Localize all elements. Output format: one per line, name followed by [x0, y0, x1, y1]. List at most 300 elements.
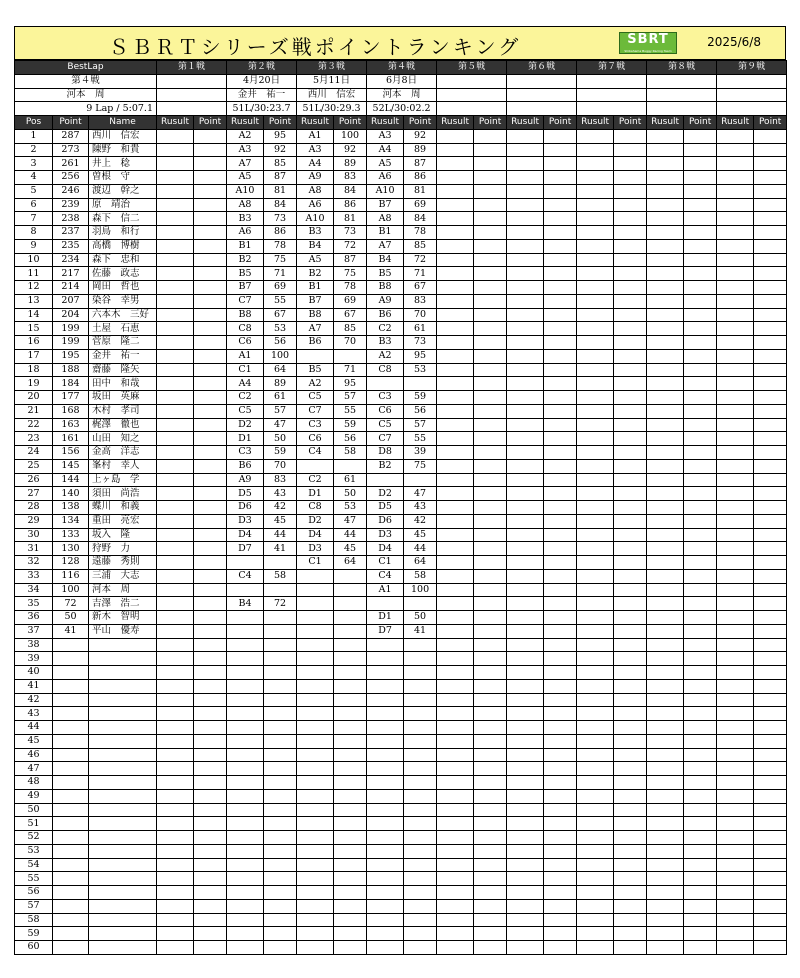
round-point-cell [474, 322, 507, 336]
round-point-cell [334, 349, 367, 363]
round-point-cell [684, 913, 717, 927]
result-cell [507, 913, 544, 927]
round-point-cell [264, 748, 297, 762]
pos-cell: 11 [15, 267, 53, 281]
name-cell: 染谷 幸男 [89, 294, 157, 308]
result-cell [577, 308, 614, 322]
result-cell [577, 583, 614, 597]
result-cell [717, 638, 754, 652]
round-point-cell [404, 707, 437, 721]
round-point-cell [334, 693, 367, 707]
result-cell [437, 363, 474, 377]
table-row [15, 721, 787, 735]
result-cell [437, 487, 474, 501]
result-cell [227, 858, 264, 872]
result-cell: A6 [227, 226, 264, 240]
table-row [15, 611, 787, 625]
result-cell [577, 803, 614, 817]
round-point-cell [334, 913, 367, 927]
round-point-cell: 69 [334, 294, 367, 308]
result-cell [507, 171, 544, 185]
round-point-cell [474, 473, 507, 487]
round-point-cell [194, 597, 227, 611]
round-point-cell [684, 844, 717, 858]
round-point-cell [614, 363, 647, 377]
result-cell [367, 817, 404, 831]
result-cell [157, 226, 194, 240]
result-cell [367, 941, 404, 955]
name-cell [89, 776, 157, 790]
result-cell: A9 [367, 294, 404, 308]
round-point-cell [474, 927, 507, 941]
total-point-cell: 168 [53, 404, 89, 418]
round-point-cell [684, 391, 717, 405]
round-point-cell [754, 239, 787, 253]
result-cell [647, 748, 684, 762]
result-cell: B4 [297, 239, 334, 253]
round-point-cell [614, 817, 647, 831]
result-cell [437, 129, 474, 143]
round-point-cell [334, 721, 367, 735]
table-row [15, 473, 787, 487]
round-point-cell: 92 [404, 129, 437, 143]
result-cell [437, 666, 474, 680]
table-row [15, 418, 787, 432]
result-cell [367, 734, 404, 748]
name-cell: 木村 孝司 [89, 404, 157, 418]
round-point-cell: 70 [404, 308, 437, 322]
result-cell [157, 198, 194, 212]
round-point-cell: 89 [264, 377, 297, 391]
result-cell [157, 762, 194, 776]
result-cell [227, 666, 264, 680]
table-row [15, 542, 787, 556]
table-row [15, 129, 787, 143]
result-cell [437, 844, 474, 858]
round-point-cell [754, 308, 787, 322]
round-best-lap [507, 102, 577, 116]
result-cell [437, 831, 474, 845]
name-cell: 田中 和哉 [89, 377, 157, 391]
round-point-cell [614, 487, 647, 501]
round-point-cell [264, 721, 297, 735]
pos-cell: 33 [15, 569, 53, 583]
round-point-cell [544, 624, 577, 638]
round-point-cell: 89 [334, 157, 367, 171]
result-cell [367, 679, 404, 693]
round-point-cell [474, 239, 507, 253]
round-point-cell [404, 927, 437, 941]
result-cell [577, 899, 614, 913]
total-point-cell [53, 693, 89, 707]
result-cell [647, 418, 684, 432]
round-point-cell [754, 267, 787, 281]
result-cell: A3 [367, 129, 404, 143]
col-result: Rusult [507, 116, 544, 130]
result-cell: D5 [227, 487, 264, 501]
result-cell [367, 748, 404, 762]
round-point-cell: 85 [264, 157, 297, 171]
result-cell [367, 473, 404, 487]
result-cell: D4 [297, 528, 334, 542]
result-cell: A4 [297, 157, 334, 171]
total-point-cell: 217 [53, 267, 89, 281]
round-point-cell [614, 831, 647, 845]
round-point-cell: 64 [404, 556, 437, 570]
result-cell [647, 198, 684, 212]
name-cell: 岡田 哲也 [89, 281, 157, 295]
result-cell [507, 652, 544, 666]
result-cell [227, 817, 264, 831]
result-cell [157, 707, 194, 721]
round-point-cell [474, 253, 507, 267]
result-cell [577, 762, 614, 776]
round-date [437, 74, 507, 88]
result-cell [647, 459, 684, 473]
result-cell [507, 143, 544, 157]
pos-cell: 19 [15, 377, 53, 391]
round-point-cell [194, 459, 227, 473]
total-point-cell [53, 748, 89, 762]
total-point-cell [53, 638, 89, 652]
result-cell [507, 583, 544, 597]
round-point-cell [404, 734, 437, 748]
table-header [15, 61, 787, 130]
result-cell [227, 624, 264, 638]
total-point-cell [53, 762, 89, 776]
result-cell [157, 583, 194, 597]
round-point-cell [474, 363, 507, 377]
result-cell: B8 [227, 308, 264, 322]
round-point-cell [614, 459, 647, 473]
name-cell: 峯村 幸人 [89, 459, 157, 473]
result-cell [507, 872, 544, 886]
pos-cell: 21 [15, 404, 53, 418]
round-point-cell [684, 734, 717, 748]
round-point-cell [264, 583, 297, 597]
name-cell: 渡辺 幹之 [89, 184, 157, 198]
name-cell [89, 652, 157, 666]
round-point-cell [544, 776, 577, 790]
round-point-cell [684, 748, 717, 762]
result-cell [717, 913, 754, 927]
result-cell [577, 377, 614, 391]
result-cell [717, 762, 754, 776]
pos-cell: 14 [15, 308, 53, 322]
round-best-lap: 52L/30:02.2 [367, 102, 437, 116]
result-cell [437, 239, 474, 253]
result-cell [297, 734, 334, 748]
round-point-cell [544, 281, 577, 295]
result-cell [297, 569, 334, 583]
round-point-cell [754, 872, 787, 886]
round-point-cell [684, 528, 717, 542]
result-cell [157, 638, 194, 652]
result-cell [297, 776, 334, 790]
round-point-cell: 86 [404, 171, 437, 185]
table-row [15, 349, 787, 363]
result-cell [577, 528, 614, 542]
round-point-cell [614, 927, 647, 941]
result-cell [717, 803, 754, 817]
round-point-cell [474, 501, 507, 515]
round-point-cell [474, 776, 507, 790]
result-cell [297, 844, 334, 858]
pos-cell: 34 [15, 583, 53, 597]
result-cell [507, 336, 544, 350]
round-point-cell [754, 927, 787, 941]
result-cell [157, 542, 194, 556]
round-point-cell [264, 693, 297, 707]
result-cell [647, 253, 684, 267]
round-point-cell [194, 418, 227, 432]
round-point-cell [334, 886, 367, 900]
result-cell [717, 734, 754, 748]
pos-cell: 60 [15, 941, 53, 955]
name-cell: 坂田 英麻 [89, 391, 157, 405]
round-point-cell: 84 [404, 212, 437, 226]
best-lap-round: 第４戦 [15, 74, 157, 88]
round-point-cell [334, 666, 367, 680]
table-row [15, 184, 787, 198]
result-cell [647, 638, 684, 652]
result-cell: B7 [297, 294, 334, 308]
pos-cell: 54 [15, 858, 53, 872]
pos-cell: 2 [15, 143, 53, 157]
result-cell [577, 349, 614, 363]
round-point-cell [544, 294, 577, 308]
result-cell [437, 432, 474, 446]
round-point-cell [474, 734, 507, 748]
round-point-cell [194, 377, 227, 391]
pos-cell: 53 [15, 844, 53, 858]
result-cell: D2 [227, 418, 264, 432]
result-cell [647, 432, 684, 446]
round-point-cell: 70 [264, 459, 297, 473]
name-cell [89, 831, 157, 845]
table-row [15, 212, 787, 226]
result-cell [507, 666, 544, 680]
round-point-cell [544, 418, 577, 432]
page-title: ＳＢＲＴシリーズ戦ポイントランキング [108, 35, 522, 59]
result-cell [437, 226, 474, 240]
result-cell [647, 721, 684, 735]
name-cell: 梶澤 徹也 [89, 418, 157, 432]
name-cell [89, 748, 157, 762]
pos-cell: 18 [15, 363, 53, 377]
round-point-cell [194, 666, 227, 680]
result-cell [507, 212, 544, 226]
col-round-point: Point [264, 116, 297, 130]
round-point-cell [684, 831, 717, 845]
round-best-lap: 51L/30:23.7 [227, 102, 297, 116]
name-cell: 蝶川 和義 [89, 501, 157, 515]
result-cell [647, 308, 684, 322]
result-cell [647, 404, 684, 418]
result-cell: B6 [227, 459, 264, 473]
round-date [577, 74, 647, 88]
name-cell [89, 707, 157, 721]
round-point-cell [194, 143, 227, 157]
result-cell [437, 542, 474, 556]
table-row [15, 239, 787, 253]
pos-cell: 49 [15, 789, 53, 803]
round-point-cell [264, 831, 297, 845]
round-point-cell: 44 [264, 528, 297, 542]
round-point-cell [194, 679, 227, 693]
round-point-cell [194, 776, 227, 790]
round-point-cell [194, 707, 227, 721]
round-point-cell [404, 899, 437, 913]
round-point-cell [474, 858, 507, 872]
pos-cell: 29 [15, 514, 53, 528]
result-cell [227, 638, 264, 652]
result-cell [297, 748, 334, 762]
round-point-cell [474, 844, 507, 858]
round-point-cell [474, 198, 507, 212]
round-point-cell [194, 322, 227, 336]
round-point-cell [544, 184, 577, 198]
best-lap-driver: 河本 周 [15, 88, 157, 102]
round-point-cell [474, 652, 507, 666]
result-cell [577, 556, 614, 570]
result-cell [717, 872, 754, 886]
round-point-cell [614, 212, 647, 226]
result-cell [577, 569, 614, 583]
round-point-cell [334, 707, 367, 721]
result-cell: A6 [367, 171, 404, 185]
round-point-cell [474, 569, 507, 583]
result-cell: C3 [297, 418, 334, 432]
round-date: 5月11日 [297, 74, 367, 88]
round-point-cell [194, 762, 227, 776]
result-cell: D1 [227, 432, 264, 446]
name-cell [89, 734, 157, 748]
total-point-cell [53, 803, 89, 817]
total-point-cell: 204 [53, 308, 89, 322]
table-row [15, 432, 787, 446]
pos-cell: 32 [15, 556, 53, 570]
round-point-cell: 59 [264, 446, 297, 460]
result-cell [647, 184, 684, 198]
pos-cell: 7 [15, 212, 53, 226]
result-cell [717, 899, 754, 913]
result-cell [717, 886, 754, 900]
round-point-cell [194, 212, 227, 226]
round-point-cell [194, 198, 227, 212]
pos-cell: 38 [15, 638, 53, 652]
round-point-cell: 85 [334, 322, 367, 336]
round-point-cell [544, 927, 577, 941]
round-point-cell [684, 129, 717, 143]
round-point-cell: 89 [404, 143, 437, 157]
round-point-cell [194, 308, 227, 322]
result-cell [717, 363, 754, 377]
result-cell [717, 666, 754, 680]
result-cell: B7 [227, 281, 264, 295]
round-point-cell [474, 404, 507, 418]
result-cell [717, 927, 754, 941]
round-point-cell: 67 [264, 308, 297, 322]
name-cell: 齋藤 隆矢 [89, 363, 157, 377]
result-cell [367, 707, 404, 721]
round-point-cell: 70 [334, 336, 367, 350]
round-point-cell: 83 [404, 294, 437, 308]
round-point-cell [684, 473, 717, 487]
round-point-cell: 45 [404, 528, 437, 542]
result-cell [717, 171, 754, 185]
result-cell [507, 253, 544, 267]
round-point-cell [754, 941, 787, 955]
round-point-cell [684, 927, 717, 941]
table-row [15, 446, 787, 460]
round-point-cell [754, 432, 787, 446]
result-cell: C1 [297, 556, 334, 570]
round-point-cell [474, 281, 507, 295]
result-cell [297, 679, 334, 693]
pos-cell: 57 [15, 899, 53, 913]
table-row [15, 308, 787, 322]
round-point-cell [264, 556, 297, 570]
round-point-cell [544, 198, 577, 212]
result-cell [227, 721, 264, 735]
result-cell [647, 377, 684, 391]
result-cell [157, 886, 194, 900]
round-point-cell [264, 941, 297, 955]
result-cell [577, 336, 614, 350]
round-point-cell [474, 831, 507, 845]
round-point-cell [684, 899, 717, 913]
result-cell [577, 652, 614, 666]
result-cell [227, 707, 264, 721]
round-point-cell [334, 638, 367, 652]
round-point-cell [754, 363, 787, 377]
result-cell [227, 611, 264, 625]
round-point-cell [264, 679, 297, 693]
round-point-cell [754, 721, 787, 735]
round-point-cell: 61 [404, 322, 437, 336]
round-best-lap [717, 102, 787, 116]
round-point-cell [264, 611, 297, 625]
round-point-cell [194, 336, 227, 350]
pos-cell: 10 [15, 253, 53, 267]
table-row [15, 762, 787, 776]
result-cell [297, 721, 334, 735]
result-cell [647, 789, 684, 803]
round-point-cell [474, 349, 507, 363]
result-cell [297, 817, 334, 831]
pos-cell: 17 [15, 349, 53, 363]
round-point-cell [544, 556, 577, 570]
name-cell: 曽根 守 [89, 171, 157, 185]
round-point-cell [544, 514, 577, 528]
round-point-cell: 95 [334, 377, 367, 391]
round-point-cell [754, 171, 787, 185]
round-point-cell: 44 [404, 542, 437, 556]
name-cell: 森下 忠和 [89, 253, 157, 267]
round-point-cell: 47 [264, 418, 297, 432]
result-cell: B7 [367, 198, 404, 212]
result-cell [507, 404, 544, 418]
round-point-cell [194, 913, 227, 927]
round-point-cell [754, 501, 787, 515]
result-cell [647, 872, 684, 886]
round-point-cell [194, 638, 227, 652]
result-cell [577, 294, 614, 308]
pos-cell: 24 [15, 446, 53, 460]
round-point-cell: 47 [334, 514, 367, 528]
total-point-cell [53, 666, 89, 680]
